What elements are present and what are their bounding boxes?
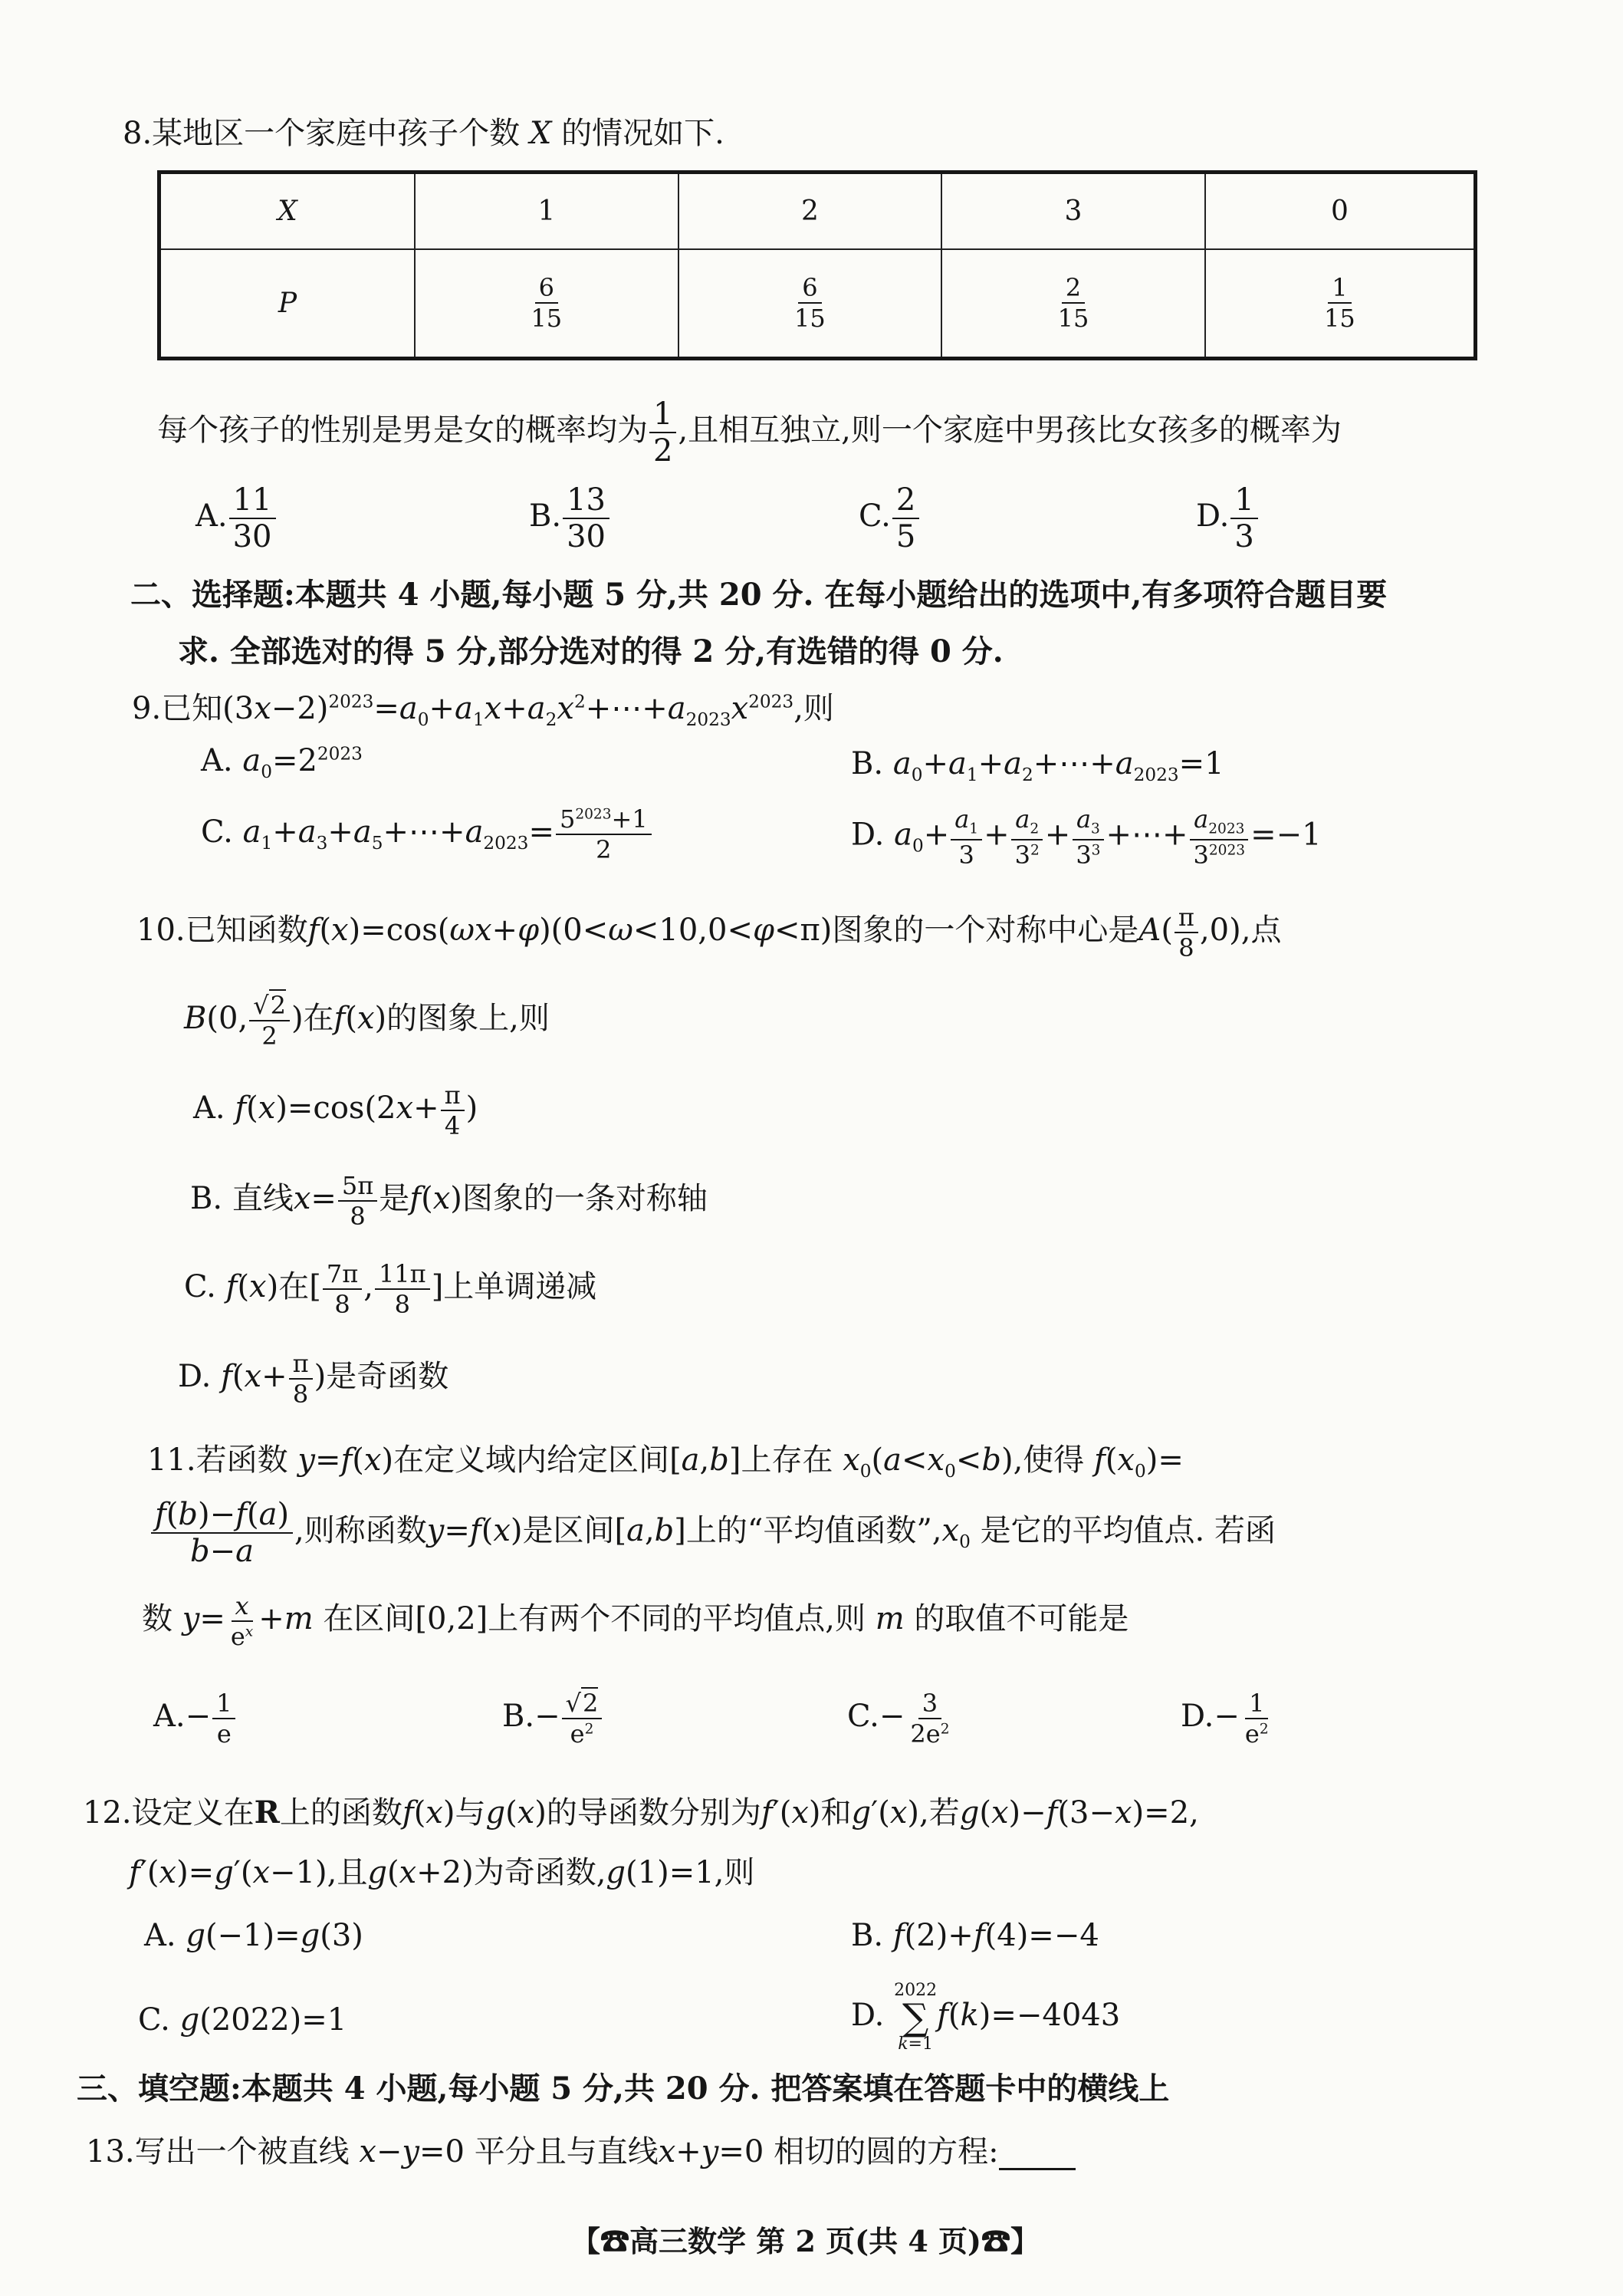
q12-option-a: A. g(−1)=g(3) <box>144 1918 363 1953</box>
q9-option-d: D. $a_0+$ $\frac{a_1}{3}$ + $\frac{a_2}{3^2}$ + $\frac{a_3}{3^3}$ +⋯+ $\frac{a_{2023}}{3^{2023}}$ =−1 <box>851 804 1322 870</box>
q11-line1: 11.若函数 y=f(x)在定义域内给定区间[a,b]上存在 $x_0(a<x_0<b)$,使得 $f(x_0)=$ <box>147 1442 1184 1482</box>
section3-heading: 三、填空题:本题共 4 小题,每小题 5 分,共 20 分. 把答案填在答题卡中的横线上 <box>77 2071 1170 2107</box>
q12-option-d: D. 2022 ∑ k=1 f(k)=−4043 <box>851 1981 1121 2054</box>
q10-option-a: A. f(x)=cos(2x+ $\frac{\pi}{4}$ ) <box>193 1081 478 1140</box>
table-cell: $\frac{6}{15}$ <box>678 249 942 359</box>
q11-line2: $\frac{f(b)-f(a)}{b-a}$ ,则称函数y=f(x)是区间[a,b]上的“平均值函数$”,x_0$ 是它的平均值点. 若函 <box>149 1499 1276 1567</box>
q12-line1: 12.设定义在R上的函数f(x)与g(x)的导函数分别为f′(x)和g′(x),若g(x)−f(3−x)=2, <box>83 1794 1199 1831</box>
table-cell: 1 <box>415 173 678 249</box>
table-cell: $\frac{6}{15}$ <box>415 249 678 359</box>
table-cell: $\frac{2}{15}$ <box>941 249 1205 359</box>
q9-option-a: A. $a_0=2^{2023}$ <box>201 743 363 782</box>
q8-number: 8. <box>123 116 153 151</box>
table-cell: $\frac{1}{15}$ <box>1205 249 1476 359</box>
q10-point-b: B(0, $\frac{√2}{2}$ )在f(x)的图象上,则 <box>184 991 550 1051</box>
q8-option-b: B. $\frac{13}{30}$ <box>529 485 611 552</box>
table-row <box>159 173 1476 249</box>
q8-option-a: A. $\frac{11}{30}$ <box>195 485 278 552</box>
q8-option-c: C. $\frac{2}{5}$ <box>859 485 921 552</box>
q11-option-b: B.− $\frac{√2}{e^2}$ <box>502 1691 603 1746</box>
q10-option-d: D. f(x+ $\frac{\pi}{8}$ )是奇函数 <box>178 1349 449 1409</box>
q11-option-c: C.− $\frac{3}{2e^2}$ <box>847 1689 950 1748</box>
answer-blank <box>999 2142 1076 2170</box>
table-header-p: P <box>159 249 416 359</box>
table-cell: 0 <box>1205 173 1476 249</box>
q12-option-c: C. g(2022)=1 <box>138 2002 347 2038</box>
q9-option-b: B. $a_0+a_1+a_2+\cdots+a_{2023}=1$ <box>851 746 1224 785</box>
section2-heading-cont: 求. 全部选对的得 5 分,部分选对的得 2 分,有选错的得 0 分. <box>178 633 1004 669</box>
q11-option-d: D.− $\frac{1}{e^2}$ <box>1181 1689 1269 1748</box>
table-cell: 3 <box>941 173 1205 249</box>
q8-option-d: D. $\frac{1}{3}$ <box>1196 485 1260 552</box>
q12-option-b: B. f(2)+f(4)=−4 <box>851 1918 1099 1953</box>
q10-stem: 10.已知函数f(x)=cos(ωx+φ)(0<ω<10,0<φ<π)图象的一个对称中心是A( $\frac{\pi}{8}$ ,0),点 <box>136 903 1282 962</box>
table-cell: 2 <box>678 173 942 249</box>
q13-stem: 13.写出一个被直线 x−y=0 平分且与直线x+y=0 相切的圆的方程: <box>86 2133 1076 2170</box>
section2-heading: 二、选择题:本题共 4 小题,每小题 5 分,共 20 分. 在每小题给出的选项中,有多项符合题目要 <box>130 577 1388 613</box>
table-row <box>159 249 1476 359</box>
q10-option-b: B. 直线x= $\frac{5\pi}{8}$ 是f(x)图象的一条对称轴 <box>190 1171 708 1231</box>
q9-option-c: C. $a_1+a_3+a_5+\cdots+a_{2023}=$ $\frac{5^{2023}+1}{2}$ <box>201 807 653 862</box>
q8-description: 每个孩子的性别是男是女的概率均为 $\frac{1}{2}$ ,且相互独立,则一个家庭中男孩比女孩多的概率为 <box>157 396 1342 469</box>
page-footer: 【☎高三数学 第 2 页(共 4 页)☎】 <box>571 2224 1040 2258</box>
q8-stem: 8.某地区一个家庭中孩子个数 X 的情况如下. <box>123 116 724 151</box>
table-header-x: X <box>159 173 416 249</box>
q10-option-c: C. f(x)在[ $\frac{7\pi}{8}$ , $\frac{11\pi}{8}$ ]上单调递减 <box>184 1259 597 1319</box>
probability-table <box>157 170 1477 360</box>
q11-option-a: A.− $\frac{1}{e}$ <box>153 1691 237 1746</box>
q11-line3: 数 y= $\frac{x}{e^x}$ +m 在区间[0,2]上有两个不同的平均值点,则 m 的取值不可能是 <box>142 1591 1129 1651</box>
q12-line2: f′(x)=g′(x−1),且g(x+2)为奇函数,g(1)=1,则 <box>129 1855 755 1890</box>
q9-stem: 9.已知$(3x-2)^{2023}=a_0+a_1x+a_2x^2+\cdots+a_{2023}x^{2023}$,则 <box>132 691 834 730</box>
